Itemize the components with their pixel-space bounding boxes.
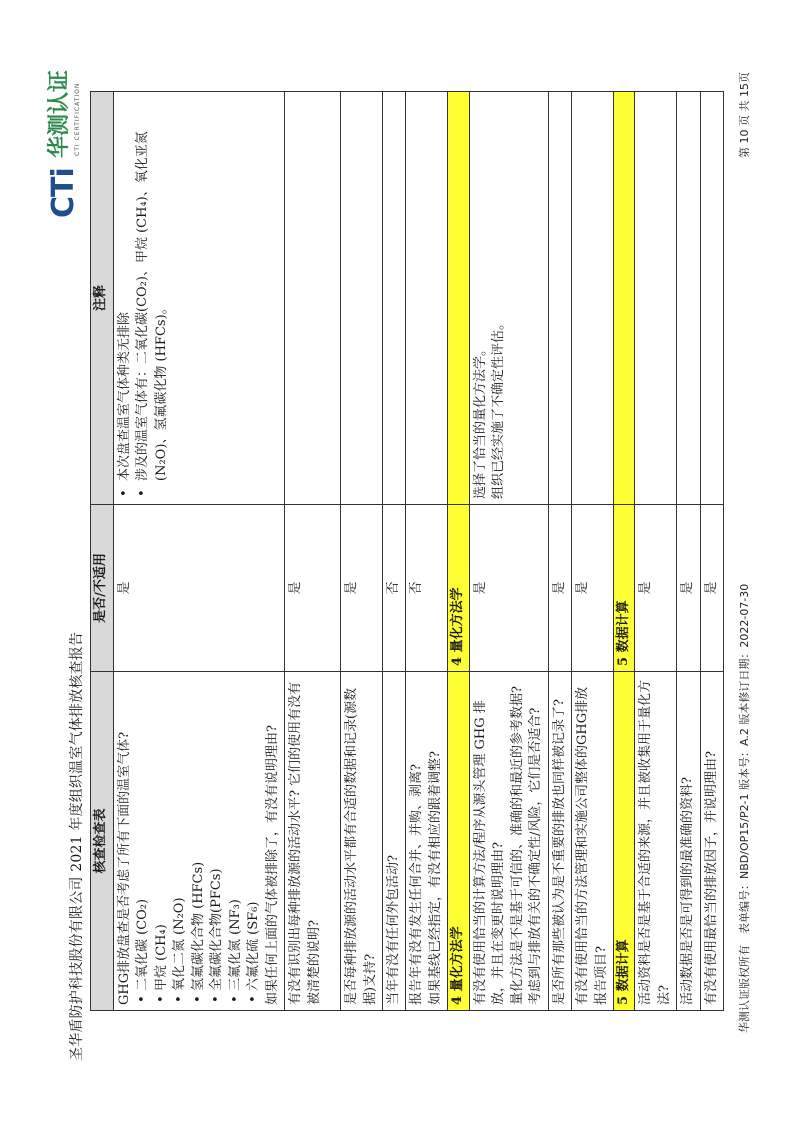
question-cell: 活动数据是否是可得到的最准确的资料? <box>677 672 700 1011</box>
notes-cell <box>285 92 341 505</box>
gas-item: • 三氟化氮 (NF₃) <box>227 677 245 1005</box>
question-cell: 是否所有那些被认为是不重要的排放也同样被记录了? <box>548 672 571 1011</box>
notes-cell <box>635 92 677 505</box>
question-text: GHG排放盘查是否考虑了所有下面的温室气体? <box>117 731 132 1005</box>
table-row <box>635 92 677 1011</box>
note-item: 选择了恰当的量化方法学。 <box>472 342 488 499</box>
question-text: 如果任何上面的气体被排除了，有没有说明理由? <box>264 725 280 1005</box>
section-row-data-calculation <box>613 92 634 1011</box>
section-label: 5 数据计算 <box>613 505 634 672</box>
notes-cell <box>469 92 548 505</box>
table-row <box>469 92 548 1011</box>
answer-cell: 是 <box>548 505 571 672</box>
answer-cell: 是 <box>469 505 548 672</box>
question-cell: 是否每种排放源的活动水平都有合适的数据和记录(源数据)支持? <box>341 672 383 1011</box>
column-header-checklist: 核查检查表 <box>91 672 114 1011</box>
note-item: • 涉及的温室气体有：二氧化碳(CO₂)、甲烷 (CH₄)、氧化亚氮 (N₂O)、氢氟碳化物 (HFCs)。 <box>134 97 171 499</box>
notes-cell <box>548 92 571 505</box>
gas-item: • 甲烷 (CH₄) <box>153 677 171 1005</box>
answer-cell: 否 <box>382 505 405 672</box>
footer-page-number: 第 10 页 共 15页 <box>738 72 751 158</box>
notes-cell <box>677 92 700 505</box>
section-label: 5 数据计算 <box>613 672 634 1011</box>
notes-cell <box>341 92 383 505</box>
document-title: 圣华盾防护科技股份有限公司 2021 年度组织温室气体排放核查报告 <box>69 631 85 1061</box>
gas-item: • 六氟化硫 (SF₆) <box>245 677 263 1005</box>
table-row <box>572 92 614 1011</box>
question-cell: 有没有识别出每种排放源的活动水平? 它们的使用有没有被清楚的说明? <box>285 672 341 1011</box>
table-header-row <box>91 92 114 1011</box>
notes-cell <box>406 92 448 505</box>
verification-checklist-table <box>90 91 724 1011</box>
table-row <box>382 92 405 1011</box>
question-cell: 有没有使用最恰当的排放因子，并说明理由? <box>700 672 723 1011</box>
question-cell: 活动资料是否是基于合适的来源，并且被收集用于量化方法? <box>635 672 677 1011</box>
footer-copyright: 华测认证版权所有 表单编号：NBD/OP15/P2-1 版本号：A.2 版本修订日期：2022-07-30 <box>738 583 751 1033</box>
section-fill <box>448 92 469 505</box>
gas-item: • 氢氟碳化合物 (HFCs) <box>190 677 208 1005</box>
logo-mark: CTi <box>46 168 81 218</box>
column-header-answer: 是否/不适用 <box>91 505 114 672</box>
logo-chinese-name: 华测认证 <box>47 69 72 158</box>
answer-cell: 是 <box>341 505 383 672</box>
notes-cell <box>382 92 405 505</box>
gas-item: • 氧化二氮 (N₂O) <box>171 677 189 1005</box>
notes-cell <box>114 92 285 505</box>
question-cell: 有没有使用恰当的方法管理和实施公司整体的GHG排放报告项目? <box>572 672 614 1011</box>
table-row <box>677 92 700 1011</box>
table-row <box>341 92 383 1011</box>
note-item: 组织已经实施了不确定性评估。 <box>491 316 507 499</box>
answer-cell: 是 <box>677 505 700 672</box>
question-cell: 有没有使用恰当的计算方法/程序从源头管理 GHG 排放，并且在变更时说明理由? 量化方法是不是基于可信的、准确的和最近的参考数据? 考虑到与排放有关的不确定性/风险，它们是否适合? <box>469 672 548 1011</box>
table-row <box>285 92 341 1011</box>
section-row-quantification <box>448 92 469 1011</box>
answer-cell: 是 <box>572 505 614 672</box>
table-row <box>700 92 723 1011</box>
logo-english-name: CTI CERTIFICATION <box>74 82 81 156</box>
table-row <box>406 92 448 1011</box>
answer-cell: 是 <box>635 505 677 672</box>
gas-item: • 全氟碳化合物(PFCs) <box>208 677 226 1005</box>
question-cell: 报告年有没有发生任何合并、并购、剥离? 如果基线已经指定，有没有相应的跟着调整? <box>406 672 448 1011</box>
section-label: 4 量化方法学 <box>448 505 469 672</box>
cti-logo <box>36 69 96 218</box>
notes-cell <box>700 92 723 505</box>
answer-cell: 是 <box>700 505 723 672</box>
answer-cell: 是 <box>114 505 285 672</box>
table-row <box>548 92 571 1011</box>
column-header-notes: 注释 <box>91 92 114 505</box>
table-row <box>114 92 285 1011</box>
gas-item: • 二氧化碳 (CO₂) <box>134 677 152 1005</box>
section-fill <box>613 92 634 505</box>
question-cell: 当年有没有任何外包活动? <box>382 672 405 1011</box>
answer-cell: 是 <box>285 505 341 672</box>
section-label: 4 量化方法学 <box>448 672 469 1011</box>
note-item: • 本次盘查温室气体种类无排除 <box>116 97 134 499</box>
question-cell <box>114 672 285 1011</box>
notes-cell <box>572 92 614 505</box>
answer-cell: 否 <box>406 505 448 672</box>
